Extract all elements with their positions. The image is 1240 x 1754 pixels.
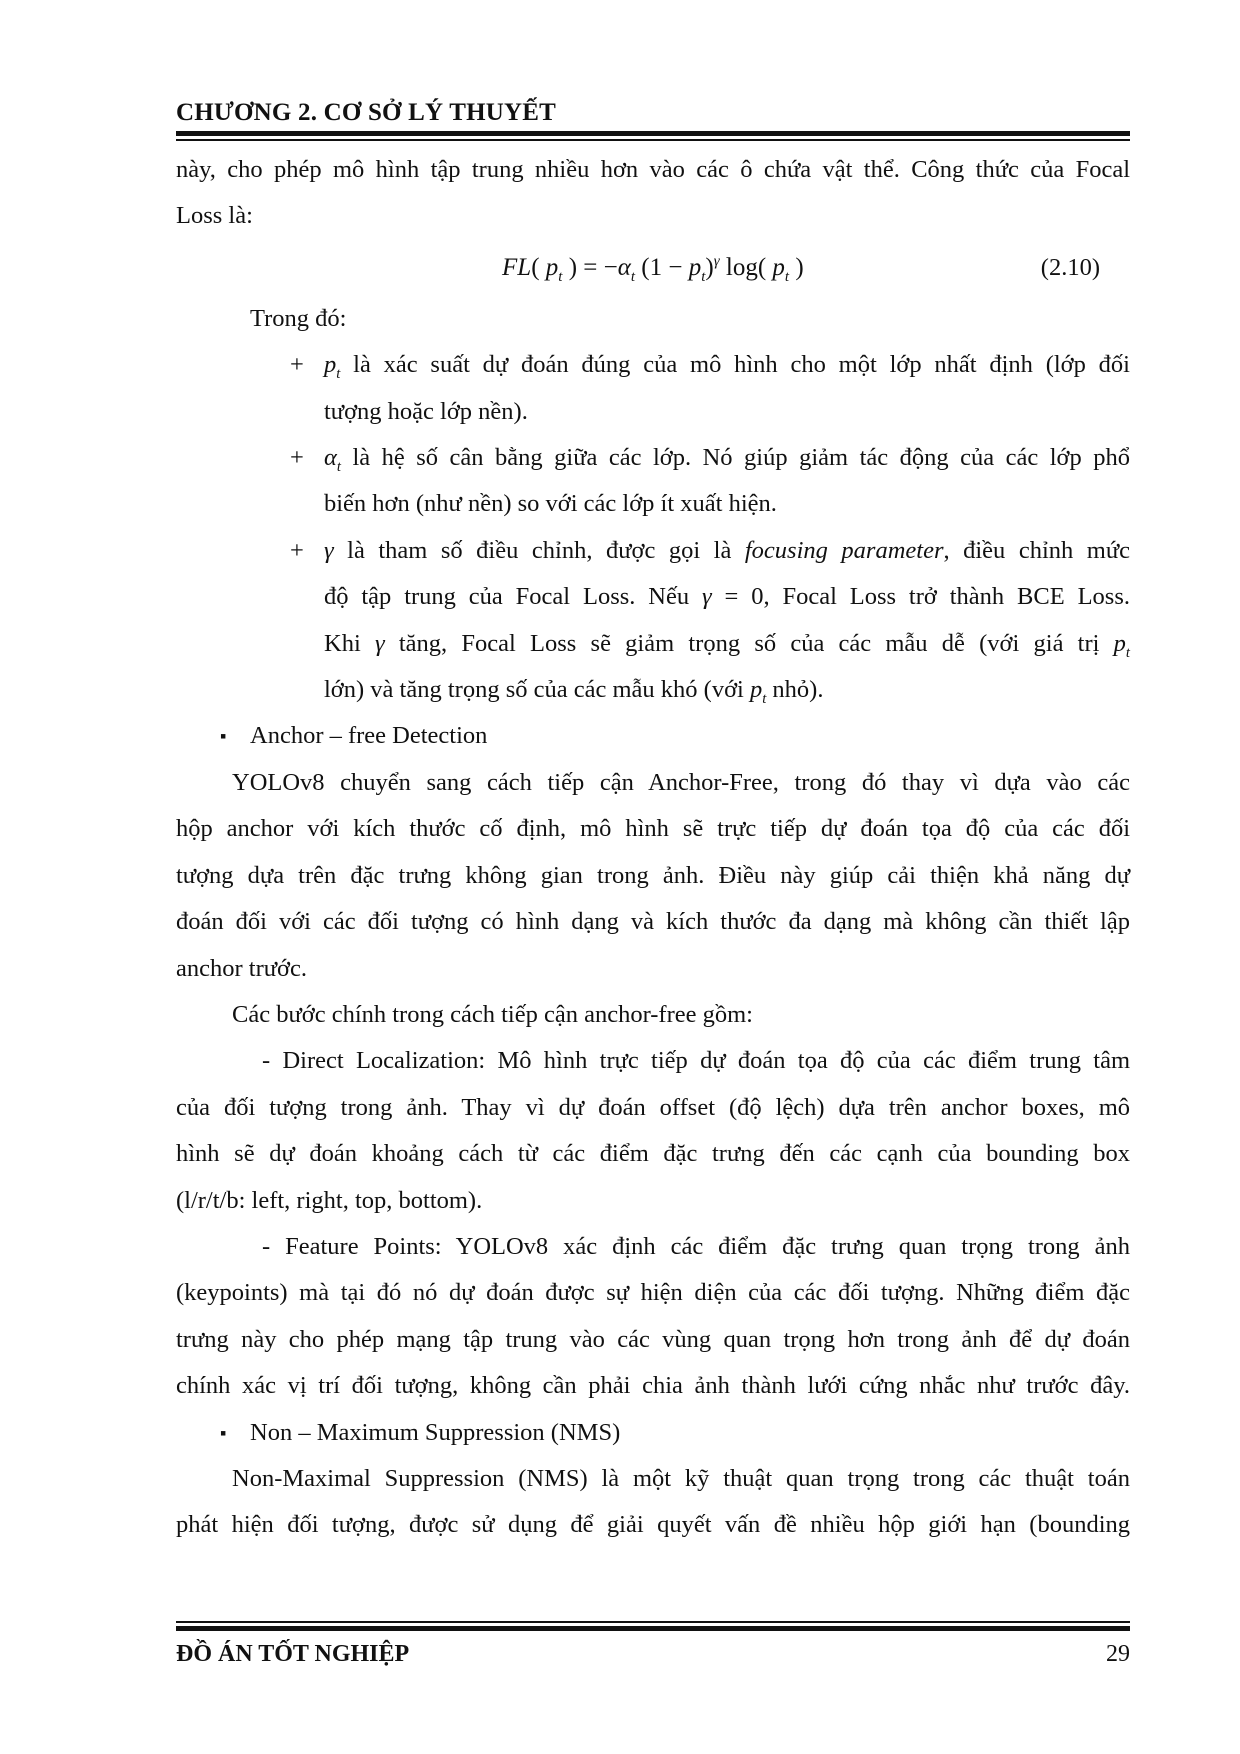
page-header <box>176 96 1130 141</box>
formula-expression: FL( $p_t$ ) = $-\alpha_t$ $(1 - p_t)^\gamma$ log( $p_t$ ) <box>502 253 804 285</box>
paragraph-line: phát hiện đối tượng, được sử dụng để giải quyết vấn đề nhiều hộp giới hạn (bounding <box>176 1511 1130 1539</box>
step-line: - Direct Localization: Mô hình trực tiếp dự đoán tọa độ của các điểm trung tâm <box>262 1047 1130 1075</box>
paragraph-line: tượng dựa trên đặc trưng không gian trong ảnh. Điều này giúp cải thiện khả năng dự <box>176 861 1130 889</box>
plus-mark: + <box>290 351 304 379</box>
plus-mark: + <box>290 444 304 472</box>
paragraph-line: YOLOv8 chuyển sang cách tiếp cận Anchor-Free, trong đó thay vì dựa vào các <box>232 768 1130 796</box>
term-item: + $p_t$ là xác suất dự đoán đúng của mô hình cho một lớp nhất định (lớp đối tượng hoặc lớp nền). <box>176 342 1130 435</box>
equation-number: (2.10) <box>1040 253 1100 281</box>
document-page <box>176 96 1130 1696</box>
steps-intro: Các bước chính trong cách tiếp cận anchor-free gồm: <box>232 1000 753 1028</box>
intro-line: Loss là: <box>176 202 253 230</box>
step-line: (keypoints) mà tại đó nó dự đoán được sự hiện diện của các đối tượng. Những điểm đặc <box>176 1279 1130 1307</box>
focal-loss-formula <box>176 240 1130 296</box>
footer-rule-thick <box>176 1626 1130 1631</box>
header-rule-thin <box>176 139 1130 141</box>
step-line: - Feature Points: YOLOv8 xác định các điểm đặc trưng quan trọng trong ảnh <box>262 1232 1130 1260</box>
page-footer <box>176 1621 1130 1677</box>
plus-mark: + <box>290 536 304 564</box>
footer-title: ĐỒ ÁN TỐT NGHIỆP <box>176 1640 410 1667</box>
page-number: 29 <box>1106 1640 1130 1667</box>
paragraph-line: đoán đối với các đối tượng có hình dạng và kích thước đa dạng mà không cần thiết lập <box>176 908 1130 936</box>
section-heading-anchor-free: ▪ Anchor – free Detection <box>176 713 1130 759</box>
header-rule-thick <box>176 131 1130 136</box>
paragraph-line: Non-Maximal Suppression (NMS) là một kỹ thuật quan trọng trong các thuật toán <box>232 1464 1130 1492</box>
step-line: của đối tượng trong ảnh. Thay vì dự đoán offset (độ lệch) dựa trên anchor boxes, mô <box>176 1093 1130 1121</box>
square-bullet-icon: ▪ <box>220 726 227 747</box>
paragraph-line: hộp anchor với kích thước cố định, mô hình sẽ trực tiếp dự đoán tọa độ của các đối <box>176 815 1130 843</box>
term-item: + γ là tham số điều chỉnh, được gọi là focusing parameter, điều chỉnh mức độ tập trung của Focal Loss. Nếu γ = 0, Focal Loss trở thành BCE Loss. Khi γ tăng, Focal Loss sẽ giảm trọng số của các mẫu dễ (với giá trị $p_t$ lớn) và tăng trọng số của các mẫu khó (với $p_t$ nhỏ). <box>176 528 1130 714</box>
step-line: chính xác vị trí đối tượng, không cần phải chia ảnh thành lưới cứng nhắc như trước đây. <box>176 1372 1130 1400</box>
square-bullet-icon: ▪ <box>220 1422 227 1443</box>
where-label: Trong đó: <box>250 304 347 332</box>
paragraph-line: anchor trước. <box>176 954 307 982</box>
body-text <box>176 147 1130 1549</box>
step-line: (l/r/t/b: left, right, top, bottom). <box>176 1186 483 1214</box>
step-line: trưng này cho phép mạng tập trung vào các vùng quan trọng hơn trong ảnh để dự đoán <box>176 1325 1130 1353</box>
step-line: hình sẽ dự đoán khoảng cách từ các điểm đặc trưng đến các cạnh của bounding box <box>176 1140 1130 1168</box>
chapter-title: CHƯƠNG 2. CƠ SỞ LÝ THUYẾT <box>176 99 557 126</box>
intro-line: này, cho phép mô hình tập trung nhiều hơn vào các ô chứa vật thể. Công thức của Focal <box>176 156 1130 183</box>
term-item: + $\alpha_t$ là hệ số cân bằng giữa các lớp. Nó giúp giảm tác động của các lớp phổ biến hơn (như nền) so với các lớp ít xuất hiện. <box>176 435 1130 528</box>
section-heading-nms: ▪ Non – Maximum Suppression (NMS) <box>176 1410 1130 1456</box>
footer-rule-thin <box>176 1621 1130 1623</box>
